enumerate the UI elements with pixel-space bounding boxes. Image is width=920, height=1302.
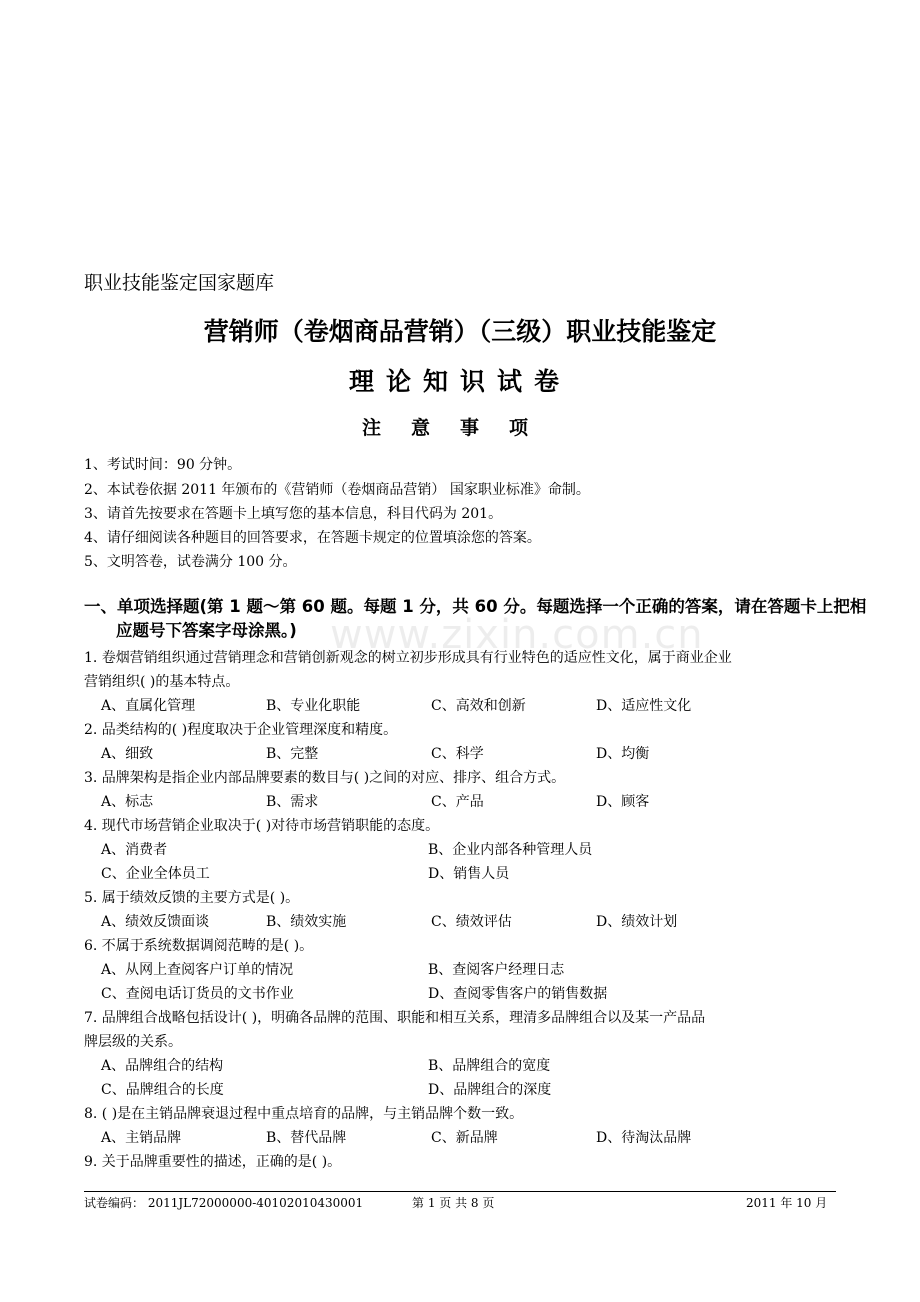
option-d: D、适应性文化 xyxy=(596,698,692,714)
option-c: C、产品 xyxy=(431,794,484,810)
notice-item: 3、请首先按要求在答题卡上填写您的基本信息，科目代码为 201。 xyxy=(84,506,503,522)
option-b: B、需求 xyxy=(266,794,319,810)
option-b: B、企业内部各种管理人员 xyxy=(428,842,593,858)
notice-heading: 注意事项 xyxy=(361,417,558,439)
question-bank-title: 职业技能鉴定国家题库 xyxy=(84,272,275,294)
option-c: C、绩效评估 xyxy=(431,914,512,930)
notice-item: 4、请仔细阅读各种题目的回答要求，在答题卡规定的位置填涂您的答案。 xyxy=(84,530,541,546)
question-text: 牌层级的关系。 xyxy=(84,1034,182,1050)
option-b: B、完整 xyxy=(266,746,319,762)
notice-item: 2、本试卷依据 2011 年颁布的《营销师（卷烟商品营销） 国家职业标准》命制。 xyxy=(84,482,590,498)
question-text: 3. 品牌架构是指企业内部品牌要素的数目与( )之间的对应、排序、组合方式。 xyxy=(84,770,566,786)
notice-item: 5、文明答卷，试卷满分 100 分。 xyxy=(84,554,297,570)
exam-subtitle: 理论知识试卷 xyxy=(348,367,571,396)
exam-title: 营销师（卷烟商品营销）（三级）职业技能鉴定 xyxy=(203,317,717,346)
option-a: A、主销品牌 xyxy=(101,1130,182,1146)
option-d: D、绩效计划 xyxy=(596,914,678,930)
exam-date: 2011 年 10 月 xyxy=(746,1196,828,1210)
question-text: 营销组织( )的基本特点。 xyxy=(84,674,240,690)
paper-code: 试卷编码： 2011JL72000000-40102010430001 xyxy=(84,1196,364,1210)
option-a: A、细致 xyxy=(101,746,154,762)
option-d: D、品牌组合的深度 xyxy=(428,1082,552,1098)
footer-divider xyxy=(84,1191,836,1192)
option-d: D、顾客 xyxy=(596,794,650,810)
question-text: 8. ( )是在主销品牌衰退过程中重点培育的品牌，与主销品牌个数一致。 xyxy=(84,1106,524,1122)
option-d: D、查阅零售客户的销售数据 xyxy=(428,986,608,1002)
question-text: 9. 关于品牌重要性的描述，正确的是( )。 xyxy=(84,1154,342,1170)
option-a: A、直属化管理 xyxy=(101,698,196,714)
option-b: B、专业化职能 xyxy=(266,698,361,714)
question-text: 1. 卷烟营销组织通过营销理念和营销创新观念的树立初步形成具有行业特色的适应性文化，属于商业企业 xyxy=(84,650,732,666)
option-a: A、消费者 xyxy=(101,842,168,858)
option-a: A、绩效反馈面谈 xyxy=(101,914,210,930)
question-text: 6. 不属于系统数据调阅范畴的是( )。 xyxy=(84,938,314,954)
page-number: 第 1 页 共 8 页 xyxy=(412,1196,495,1210)
option-d: D、销售人员 xyxy=(428,866,510,882)
option-c: C、新品牌 xyxy=(431,1130,498,1146)
option-b: B、替代品牌 xyxy=(266,1130,347,1146)
option-c: C、高效和创新 xyxy=(431,698,526,714)
option-d: D、均衡 xyxy=(596,746,650,762)
question-text: 4. 现代市场营销企业取决于( )对待市场营销职能的态度。 xyxy=(84,818,440,834)
option-b: B、品牌组合的宽度 xyxy=(428,1058,551,1074)
option-a: A、从网上查阅客户订单的情况 xyxy=(101,962,294,978)
section-heading: 一、单项选择题(第 1 题～第 60 题。每题 1 分，共 60 分。每题选择一个正确的答案，请在答题卡上把相应题号下答案字母涂黑。) xyxy=(84,597,867,640)
question-text: 5. 属于绩效反馈的主要方式是( )。 xyxy=(84,890,300,906)
option-b: B、绩效实施 xyxy=(266,914,347,930)
option-b: B、查阅客户经理日志 xyxy=(428,962,565,978)
option-c: C、查阅电话订货员的文书作业 xyxy=(101,986,294,1002)
option-a: A、品牌组合的结构 xyxy=(101,1058,224,1074)
option-c: C、科学 xyxy=(431,746,484,762)
question-text: 7. 品牌组合战略包括设计( )，明确各品牌的范围、职能和相互关系，理清多品牌组合以及某一产品品 xyxy=(84,1010,706,1026)
question-text: 2. 品类结构的( )程度取决于企业管理深度和精度。 xyxy=(84,722,398,738)
option-a: A、标志 xyxy=(101,794,154,810)
notice-item: 1、考试时间：90 分钟。 xyxy=(84,457,242,473)
option-d: D、待淘汰品牌 xyxy=(596,1130,692,1146)
watermark: www.zixin.com.cn xyxy=(330,612,704,658)
option-c: C、企业全体员工 xyxy=(101,866,210,882)
option-c: C、品牌组合的长度 xyxy=(101,1082,224,1098)
